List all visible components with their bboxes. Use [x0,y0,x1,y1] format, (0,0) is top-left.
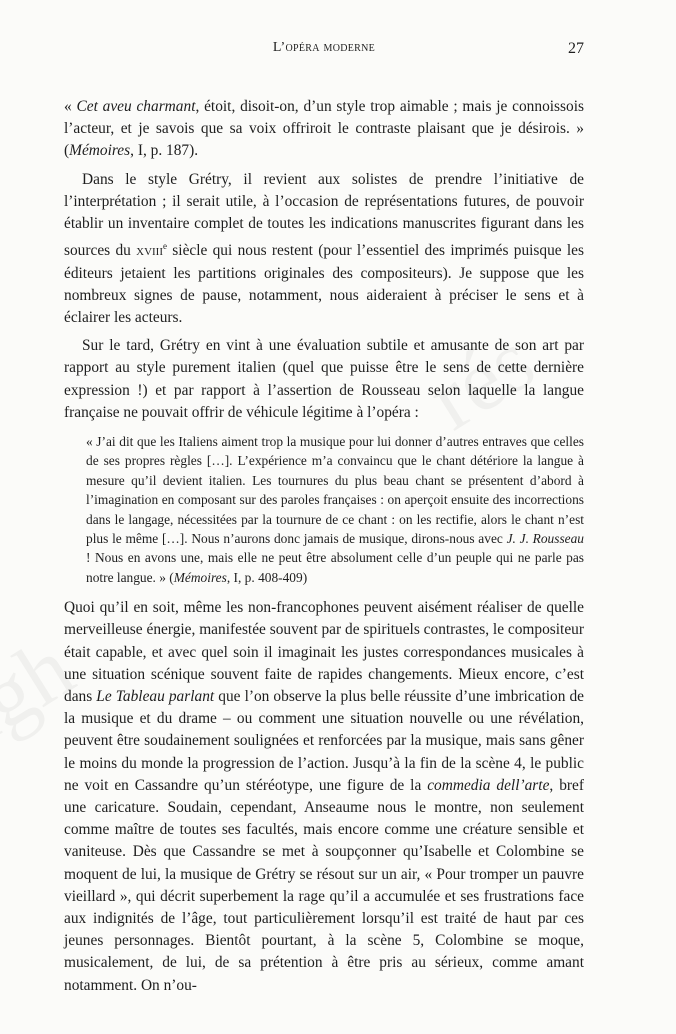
italic-span: Cet aveu charmant [76,98,196,115]
text-span: que l’on observe la plus belle réussite d’une imbrication de la musique et du drame – ou comment une situation nouvelle ou une révélation, peuvent être soudainement soulignées et renforcées par la musique, mais sans gêner le moins du monde la progression de l’action. Jusqu’à la fin de la scène 4, le public ne voit en Cassandre qu’un stéréotype, une figure de la [64,688,585,794]
text-span: , I, p. 187). [130,142,199,160]
italic-name: J. J. Rousseau [506,531,585,546]
text-span: , étoit, disoit-on, d’un style trop aimable ; mais je connoissois l’acteur, et je savois que sa voix offriroit le contraste plaisant que je désirois. » ( [64,98,584,160]
text-span: Quoi qu’il en soit, même les non-francophones peuvent aisément réaliser de quelle merveilleuse énergie, manifestée souvent par de spirituels contrastes, le compositeur était capable, et avec quel soin il imaginait les justes correspondances musicales à une situation scénique souvent faite de rapides changements. Mieux encore, c’est dans [64,599,584,706]
text-span: , bref une caricature. Soudain, cependant, Anseaume nous le montre, non seulement comme maître de toutes ses facultés, mais encore comme une créature sensible et vaniteuse. Dès que Cassandre se met à soupçonner qu’Isabelle et Colombine se moquent de lui, la musique de Grétry se résout sur un air, « Pour tromper un pauvre vieillard », qui décrit superbement la rage qu’il a accumulée et ses frustrations face aux indignités de l’âge, tout particulièrement lorsqu’il est traité de haut par ces jeunes personnages. Bientôt pourtant, à la scène 5, Colombine se moque, musicalement, de lui, de sa prétention à être pris au sérieux, comme amant notamment. On n’ou- [64,776,584,994]
paragraph-memoires-quote [64,96,584,163]
text-span: Dans le style Grétry, il revient aux solistes de prendre l’initiative de l’interprétation ; il serait utile, à l’occasion de représentations futures, de pouvoir établir un inventaire complet de toutes les indications manuscrites figurant dans les sources du [64,170,584,260]
running-title-prefix: L’ [272,40,286,55]
text-span: « [64,98,77,115]
text-span: « J’ai dit que les Italiens aiment trop la musique pour lui donner d’autres entraves que celles de ses propres règles […]. L’expérience m’a convaincu que le chant détériore la langue à mesure qu’il devient italien. Les tournures du plus beau chant se présentent d’abord à l’imagination en composant sur des paroles françaises : on aperçoit ensuite des incorrections dans le langage, nécessitées par la tournure de ce chant : on les rectifie, alors le chant n’est plus le même […]. Nous n’aurons donc jamais de musique, dirons-nous avec [86,433,584,546]
text-span: , I, p. 408-409) [226,569,308,585]
paragraph-style-gretry [64,169,584,330]
block-quote [64,432,584,587]
text-span: siècle qui nous restent (pour l’essentiel des imprimés puisque les éditeurs jetaient les partitions originales des compositeurs). Je suppose que les nombreux signes de pause, notamment, nous aideraient à préciser le sens et à éclairer les acteurs. [64,242,585,326]
italic-title: Mémoires [173,569,227,585]
page-number: 27 [568,40,584,57]
italic-title: Mémoires [69,142,131,160]
running-title-smallcaps: opéra moderne [285,40,376,55]
italic-title: Le Tableau parlant [96,688,215,706]
text-span: Sur le tard, Grétry en vint à une évaluation subtile et amusante de son art par rapport au style purement italien (quel que puisse être le sens de cette dernière expression !) et par rapport à l’assertion de Rousseau selon laquelle la langue française ne pouvait offrir de véhicule légitime à l’opéra : [64,337,584,421]
body-text [64,96,584,997]
century-numeral: xviii [136,242,164,260]
italic-term: commedia dell’arte [427,776,550,794]
page-header [64,40,584,62]
running-title [64,40,584,56]
paragraph-quoi-quil-en-soit [64,597,584,997]
text-span: ! Nous en avons une, mais elle ne peut être absolument celle d’un peuple qui ne parle pas notre langue. » ( [86,550,584,585]
paragraph-sur-le-tard [64,335,584,424]
superscript: e [163,241,168,252]
